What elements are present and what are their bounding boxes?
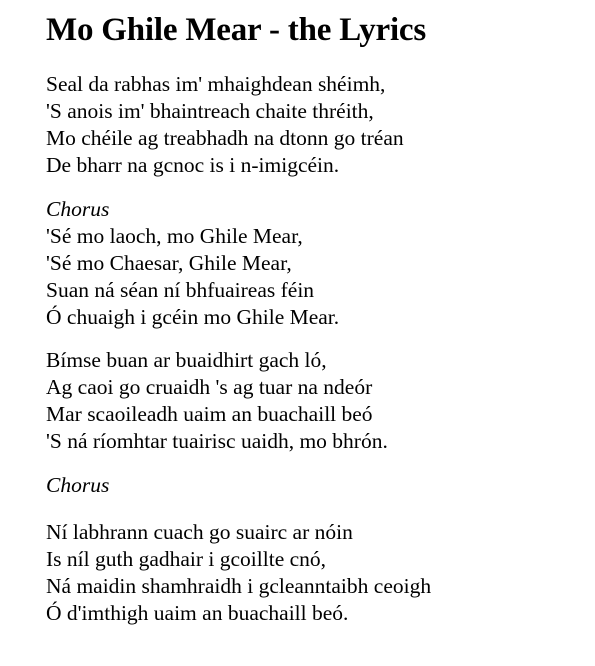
lyric-line: Ag caoi go cruaidh 's ag tuar na ndeór	[46, 375, 373, 399]
verse-2	[46, 347, 595, 455]
lyric-line: Ó chuaigh i gcéin mo Ghile Mear.	[46, 305, 340, 329]
lyric-line: Ní labhrann cuach go suairc ar nóin	[46, 520, 353, 544]
lyric-line: Seal da rabhas im' mhaighdean shéimh,	[46, 72, 386, 96]
lyric-line: Ó d'imthigh uaim an buachaill beó.	[46, 601, 349, 625]
lyric-line: Ná maidin shamhraidh i gcleanntaibh ceoigh	[46, 574, 432, 598]
chorus-label: Chorus	[46, 473, 110, 497]
lyric-line: 'Sé mo Chaesar, Ghile Mear,	[46, 251, 292, 275]
lyrics-page	[46, 0, 595, 627]
lyric-line: Bímse buan ar buaidhirt gach ló,	[46, 348, 327, 372]
verse-1	[46, 71, 595, 179]
lyric-line: Mo chéile ag treabhadh na dtonn go tréan	[46, 126, 404, 150]
chorus-2	[46, 472, 595, 499]
lyric-line: 'Sé mo laoch, mo Ghile Mear,	[46, 224, 303, 248]
chorus-1	[46, 196, 595, 331]
chorus-label: Chorus	[46, 197, 110, 221]
lyric-line: 'S ná ríomhtar tuairisc uaidh, mo bhrón.	[46, 429, 388, 453]
verse-3	[46, 519, 595, 627]
lyric-line: 'S anois im' bhaintreach chaite thréith,	[46, 99, 374, 123]
lyric-line: Suan ná séan ní bhfuaireas féin	[46, 278, 315, 302]
page-title: Mo Ghile Mear - the Lyrics	[46, 12, 427, 48]
lyric-line: De bharr na gcnoc is i n-imigcéin.	[46, 153, 340, 177]
lyric-line: Is níl guth gadhair i gcoillte cnó,	[46, 547, 327, 571]
lyric-line: Mar scaoileadh uaim an buachaill beó	[46, 402, 373, 426]
